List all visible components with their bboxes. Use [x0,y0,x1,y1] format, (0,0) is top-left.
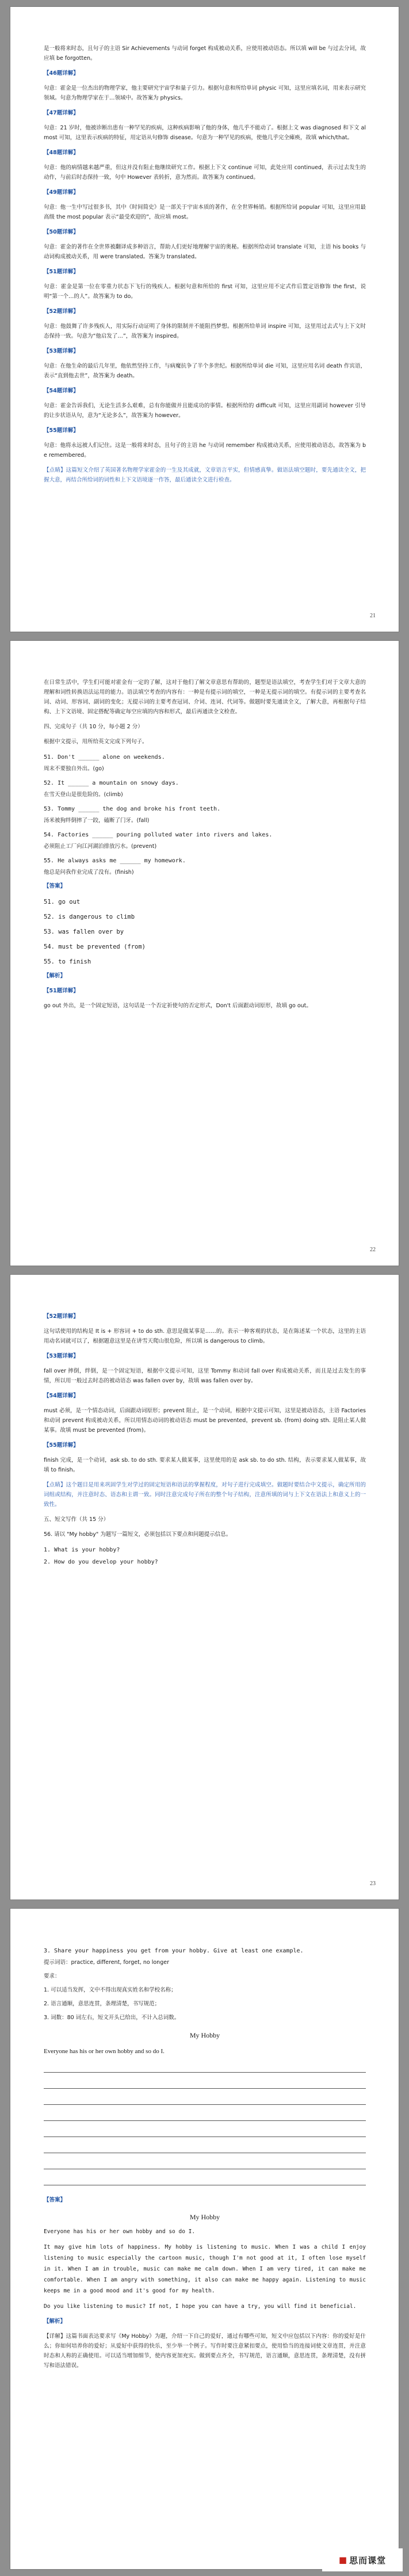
question-chinese: 他总是问我作业完成了没有。(finish) [44,869,134,876]
document-page-1 [10,7,399,632]
answer-item: 52. is dangerous to climb [44,914,135,920]
question-english: It ______ a mountain on snowy days. [58,780,179,786]
question-item [44,752,366,763]
paragraph: 四、完成句子（共 10 分，每小题 2 分） [44,724,143,730]
answer-essay-title: My Hobby [189,2213,220,2221]
requirement-item: 1. 可以适当发挥，文中不得出现真实姓名和学校名称； [44,1987,177,1993]
essay-start-line: Everyone has his or her own hobby and so do I. [44,2048,165,2055]
paragraph: 句意：他一生中写过很多书，其中《时间简史》是一部关于宇宙本质的著作，在全世界畅销。根据所给词 popular 可知，这里应用最高级 the most popular 表示“最受欢迎的”，故应填 most。 [44,204,366,220]
question-english: Factories ______ pouring polluted water into rivers and lakes. [58,832,273,838]
paragraph: must 必须，是一个情态动词，后面跟动词原形；prevent 阻止，是一个动词，根据中文提示可知，这里是被动语态，主语 Factories 和动词 prevent 构成被动关系，所以用情态动词的被动语态 must be prevented，prevent sb. (from) doing sth. 是阻止某人做某事。故填 must be prevented (from)。 [44,1408,366,1434]
question-item [44,778,366,789]
section-label: 【55题详解】 [44,427,79,434]
answer-header: 【答案】 [44,883,66,889]
paragraph: 句意：霍金是一位杰出的物理学家，他主要研究宇宙学和量子引力。根据句意和所给单词 physic 可知，这里应填名词，用来表示研究领域。句意为物理学家在于…领域中。故答案为 physics。 [44,85,366,101]
page-content [44,678,366,1016]
paragraph: 根据中文提示，用所给英文完成下列句子。 [44,739,148,745]
analysis-header: 【解析】 [44,2318,66,2325]
writing-prompt: 2. How do you develop your hobby? [44,1559,158,1565]
page-number: 21 [370,613,376,619]
writing-blank-line [44,2107,366,2121]
document-page-2 [10,641,399,1266]
hint-words: 提示词语：practice, different, forget, no longer [44,1959,169,1966]
question-chinese: 周末不要独自外出。(go) [44,766,104,772]
question-chinese: 汤米被狗绊倒摔了一跤，磕断了门牙。(fall) [44,817,150,824]
question-number: 55. [44,858,55,864]
paragraph: 句意：他将永远被人们记住。这是一般将来时态，且句子的主语 he 与动词 remember 构成被动关系，应使用被动语态，故答案为 be remembered。 [44,442,366,458]
section-label: 【55题详解】 [44,1442,79,1448]
section-label: 【51题详解】 [44,988,79,994]
question-english: Don't ______ alone on weekends. [58,754,165,760]
answer-item: 51. go out [44,899,81,905]
paragraph: 句意：霍金告诉我们，无论生活多么艰难，总有你能做并且能成功的事情。根据所给的 difficult 可知，这里应用副词 however 引导的让步状语从句，意为“无论多么”，故答案为 however。 [44,403,366,419]
answer-item: 55. to finish [44,958,91,965]
section-label: 【52题详解】 [44,308,79,315]
analysis-header: 【解析】 [44,973,66,979]
section-label: 【51题详解】 [44,269,79,275]
section-label: 【46题详解】 [44,70,79,77]
page-content [44,44,366,490]
section-label: 【53题详解】 [44,1353,79,1359]
essay-title: My Hobby [189,2031,220,2039]
question-number: 53. [44,806,55,812]
spacer [44,2187,366,2195]
section-label: 【53题详解】 [44,348,79,354]
question-item [44,804,366,815]
document-page-3 [10,1275,399,1899]
question-item [44,830,366,840]
writing-blank-line [44,2058,366,2073]
section-label: 【48题详解】 [44,150,79,156]
paragraph: 句意：他的病情越来越严重，但这并没有阻止他继续研究工作。根据上下文 continue 可知，此处应用 continued，表示过去发生的动作，与前后时态保持一致，句中 However 表转折，意为然而。故答案为 continued。 [44,165,366,181]
section-label: 【49题详解】 [44,189,79,196]
writing-blank-line [44,2139,366,2153]
answer-item: 54. must be prevented (from) [44,943,146,950]
writing-prompt: 3. Share your happiness you get from your hobby. Give at least one example. [44,1948,304,1954]
page-number: 22 [370,1247,376,1253]
paragraph: 这句话使用的结构是 It is + 形容词 + to do sth. 意思是做某事是……的。表示一种客观的状态，是在陈述某一个状态，这里的主语用动名词就可以了，根据题意这里是在讲雪天爬山很危险，所以填 is dangerous to climb。 [44,1328,366,1344]
requirement-item: 3. 词数：80 词左右，短文开头已给出，不计入总词数。 [44,2015,180,2021]
section-label: 【54题详解】 [44,388,79,394]
question-chinese: 在雪天登山是很危险的。(climb) [44,792,123,798]
answer-essay-paragraph: Everyone has his or her own hobby and so do I. [44,2229,196,2235]
question-item [44,855,366,866]
paragraph: 五、短文写作（共 15 分） [44,1516,109,1523]
paragraph: fall over 摔倒，绊倒，是一个固定短语，根据中文提示可知，这里 Tommy 和动词 fall over 构成被动关系，而且是过去发生的事情，所以用一般过去时态的被动语态 was fallen over by，故填 was fallen over by。 [44,1368,366,1384]
question-english: He always asks me ______ my homework. [58,858,186,864]
paragraph: 56. 请以 "My hobby" 为题写一篇短文，必须包括以下要点和问题提示信息。 [44,1531,232,1538]
requirement-item: 2. 语言通顺，意思连贯，条理清楚，书写规范； [44,2001,160,2007]
paragraph: 【点睛】这篇短文介绍了英国著名物理学家霍金的一生及其成就，文章语言平实，但情感真挚。做语法填空题时，要先通读全文，把握大意，再结合所给词的词性和上下文语境逐一作答，最后通读全文进行检查。 [44,467,366,483]
writing-blank-line [44,2123,366,2137]
paragraph: 【点睛】这个题目是用来巩固学生对学过的固定短语和语法的掌握程度，对句子进行完成填空。做题时要结合中文提示，确定所用的词组或结构，并注意时态、语态和主谓一致。同时注意完成句子所在的整个句子结构，注意所填的词与上下文在语法上和意义上的一致性。 [44,1482,366,1508]
paragraph: 句意：霍金是第一位在零重力状态下飞行的残疾人。根据句意和所给的 first 可知，这里应用不定式作后置定语修饰 the first，说明“第一个…的人”。故答案为 to do。 [44,284,366,300]
writing-blank-line [44,2090,366,2105]
answer-item: 53. was fallen over by [44,928,124,935]
section-label: 【54题详解】 [44,1393,79,1399]
question-number: 52. [44,780,55,786]
analysis-text: go out 外出，是一个固定短语，这句话是一个否定祈使句的否定形式，Don't 后面跟动词原形，故填 go out。 [44,1003,312,1009]
logo-text: 思而课堂 [349,2555,387,2566]
paragraph: 是一般将来时态，且句子的主语 Sir Achievements 与动词 forget 构成被动关系，应使用被动语态。所以填 will be 与过去分词，故应填 be forgotten。 [44,45,366,62]
answer-essay-paragraph: Do you like listening to music? If not, I hope you can have a try, you will find it beneficial. [44,2303,357,2310]
page-number: 23 [370,1881,376,1887]
section-label: 【52题详解】 [44,1313,79,1320]
analysis-text: 【详解】这篇书面表达要求写《My Hobby》为题，介绍一下自己的爱好，通过有哪些可知，短文中应包括以下内容：你的爱好是什么；你如何培养你的爱好；从爱好中获得的快乐，至少举一个例子。写作时要注意紧扣要点，使用恰当的连接词使文章连贯，并注意时态和人称的正确使用。可以适当增加细节，使内容更加充实。做到要点齐全，书写规范，语言通顺，意思连贯，条理清楚，没有拼写和语法错误。 [44,2333,366,2369]
question-number: 54. [44,832,55,838]
answer-header: 【答案】 [44,2197,66,2203]
question-english: Tommy ______ the dog and broke his front teeth. [58,806,221,812]
paragraph: 句意：他鼓舞了许多残疾人，用实际行动证明了身体的限制并不能阻挡梦想。根据所给单词 inspire 可知，这里用过去式与上下文时态保持一致。句意为“他启发了…”，故答案为 inspired。 [44,323,366,339]
page-content [44,1946,366,2376]
paragraph: 句意：在他生命的最后几年里，他依然坚持工作，与病魔抗争了半个多世纪。根据所给单词 die 可知，这里应用名词 death 作宾语，表示“直到他去世”，故答案为 death。 [44,363,366,379]
document-page-4 [10,1909,399,2569]
writing-blank-line [44,2074,366,2089]
brand-logo [322,2548,403,2571]
logo-mark-icon: ■ [338,2555,348,2565]
question-chinese: 必须阻止工厂向江河湖泊排放污水。(prevent) [44,843,157,850]
answer-essay-paragraph: It may give him lots of happiness. My hobby is listening to music. When I was a child I enjoy listening to music especially the cartoon music, though I'm not good at it, I often lose myself in it. When I am in trouble, music can make me calm down. When I am very tired, it can make me comfortable. When I am angry with something, it also can make me happy again. Listening to music keeps me in a good mood and it's good for my health. [44,2244,366,2294]
section-label: 【47题详解】 [44,110,79,116]
writing-blank-line [44,2171,366,2185]
page-content [44,1312,366,1569]
section-label: 【50题详解】 [44,229,79,235]
question-number: 51. [44,754,55,760]
paragraph: 句意：21 岁时，他被诊断出患有一种罕见的疾病，这种疾病影响了他的身体，他几乎不能动了。根据上文 was diagnosed 和下文 almost 可知，这里表示疾病的特征，用定语从句修饰 disease。句意为一种罕见的疾病，使他几乎完全瘫痪，故填 which/that。 [44,125,366,141]
writing-blank-line [44,2155,366,2169]
paragraph: finish 完成，是一个动词，ask sb. to do sth. 要求某人做某事，这里使用的是 ask sb. to do sth. 结构，表示要求某人做某事，故填 to finish。 [44,1457,366,1473]
paragraph: 句意：霍金的著作在全世界被翻译成多种语言，帮助人们更好地理解宇宙的奥秘。根据所给动词 translate 可知，主语 his books 与动词构成被动关系，用 were translated。答案为 translated。 [44,244,366,260]
writing-prompt: 1. What is your hobby? [44,1547,120,1553]
requirements-header: 要求： [44,1973,60,1979]
paragraph: 在日常生活中，学生们可能对霍金有一定的了解，这对于他们了解文章意思有帮助的，题型是语法填空，考查学生们对于文章大意的理解和词性转换语法运用的能力。语法填空考查的内容有：一种是有提示词的填空，一种是无提示词的填空。有提示词的主要考查名词、动词、形容词、副词的变化；无提示词的主要考查冠词、介词、连词、代词等。做题时要先通读全文，了解大意，再根据句子结构、上下文语境、固定搭配等确定每空应填的内容和形式，最后再通读全文检查。 [44,679,366,715]
